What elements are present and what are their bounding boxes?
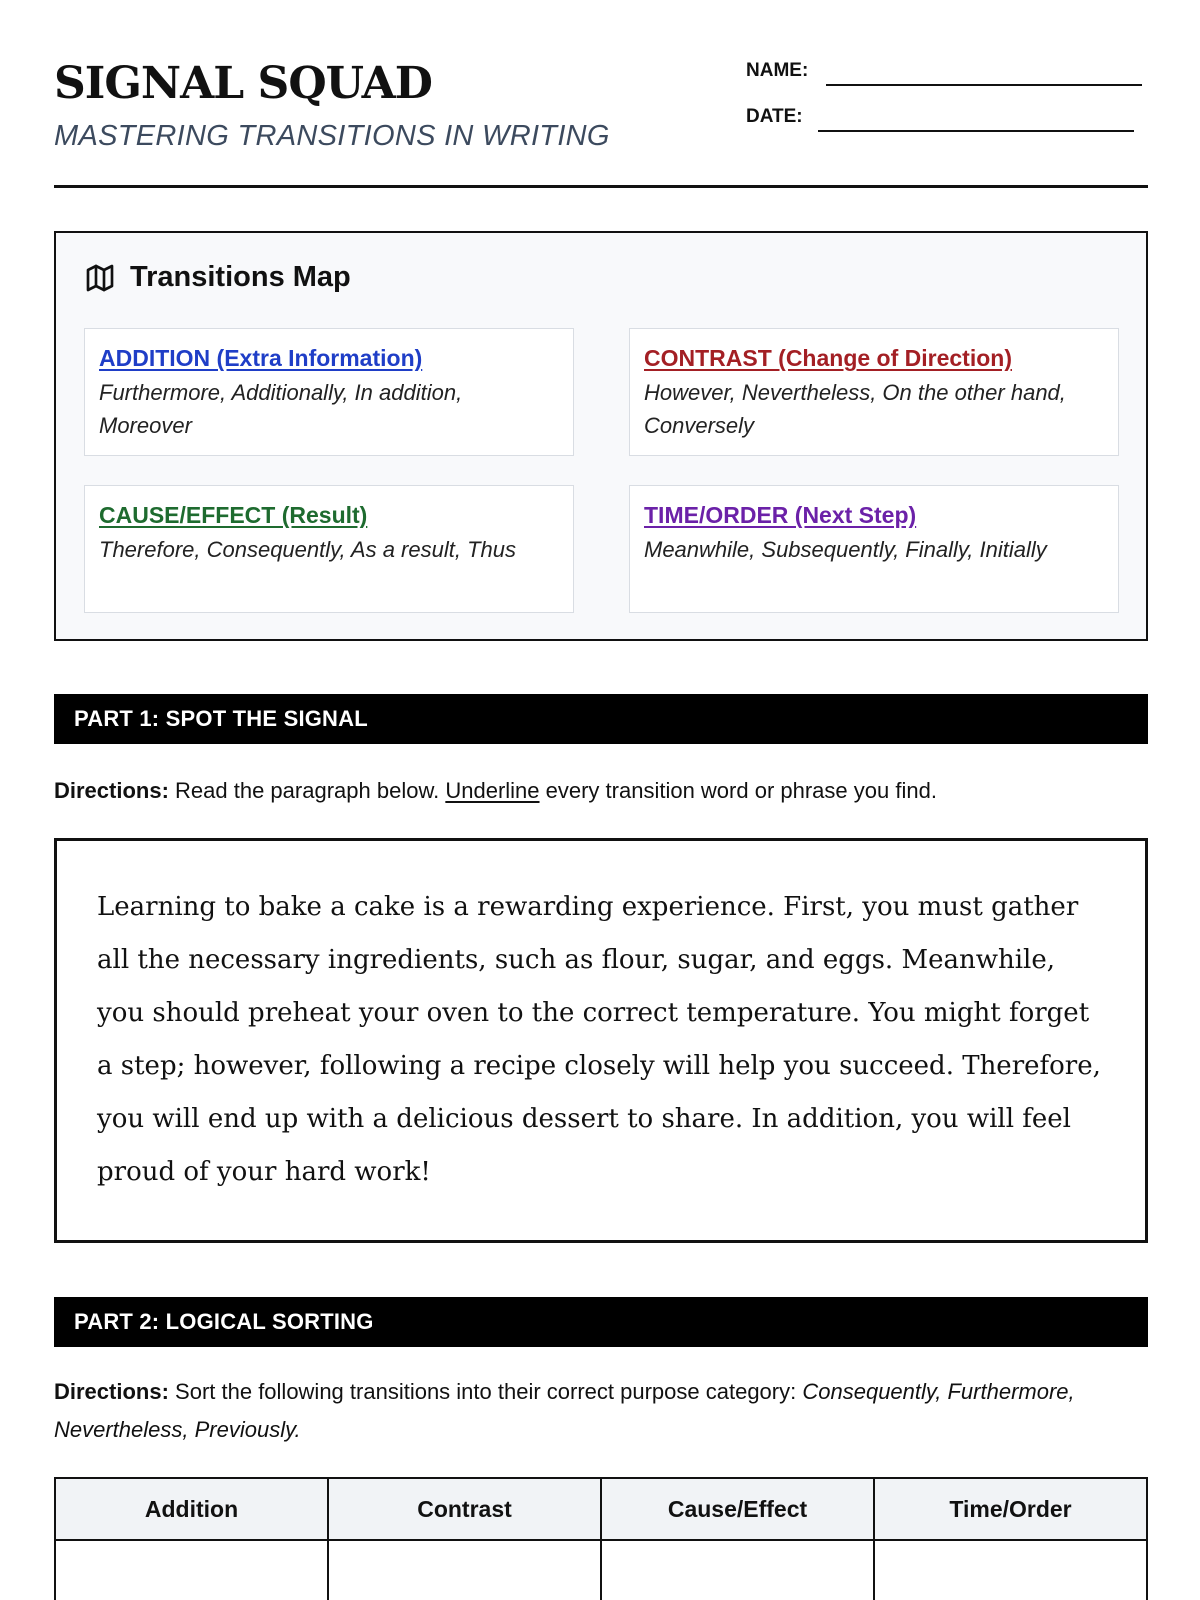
part2-heading: PART 2: LOGICAL SORTING <box>54 1297 1148 1347</box>
category-label: CONTRAST (Change of Direction) <box>644 345 1012 371</box>
worksheet-header <box>54 0 1148 190</box>
category-examples: Therefore, Consequently, As a result, Thus <box>99 537 516 562</box>
category-card-cause-effect <box>84 485 574 613</box>
category-examples: Furthermore, Additionally, In addition, Moreover <box>99 380 463 438</box>
header-divider <box>54 185 1148 188</box>
directions-label: Directions: <box>54 1379 169 1404</box>
category-card-time-order <box>629 485 1119 613</box>
sorting-table <box>54 1477 1148 1600</box>
transitions-map-heading: Transitions Map <box>130 261 351 293</box>
name-input-line[interactable] <box>826 84 1142 86</box>
page-title: SIGNAL SQUAD <box>54 58 432 109</box>
part1-directions <box>54 772 937 810</box>
column-header-cause-effect: Cause/Effect <box>601 1478 874 1540</box>
column-header-time-order: Time/Order <box>874 1478 1147 1540</box>
name-label: NAME: <box>746 60 809 81</box>
answer-cell-cause-effect[interactable] <box>601 1540 874 1600</box>
answer-cell-contrast[interactable] <box>328 1540 601 1600</box>
map-icon <box>84 262 116 294</box>
reading-passage[interactable]: Learning to bake a cake is a rewarding experience. First, you must gather all the necessary ingredients, such as flour, sugar, and eggs. Meanwhile, you should preheat your oven to the correct temperature. You might forget a step; however, following a recipe closely will help you succeed. Therefore, you will end up with a delicious dessert to share. In addition, you will feel proud of your hard work! <box>97 892 1101 1187</box>
category-label: ADDITION (Extra Information) <box>99 345 423 371</box>
page-subtitle: MASTERING TRANSITIONS IN WRITING <box>54 120 610 152</box>
category-label: TIME/ORDER (Next Step) <box>644 502 917 528</box>
directions-underline-word: Underline <box>445 778 540 803</box>
category-card-contrast <box>629 328 1119 456</box>
directions-label: Directions: <box>54 778 169 803</box>
category-label: CAUSE/EFFECT (Result) <box>99 502 368 528</box>
answer-cell-addition[interactable] <box>55 1540 328 1600</box>
date-label: DATE: <box>746 106 803 127</box>
directions-text: Sort the following transitions into their correct purpose category: <box>168 1379 803 1404</box>
directions-text: Read the paragraph below. <box>168 778 446 803</box>
category-examples: Meanwhile, Subsequently, Finally, Initially <box>644 537 1047 562</box>
date-field <box>746 106 803 128</box>
worksheet-page <box>54 0 1148 1522</box>
table-row <box>55 1540 1147 1600</box>
answer-cell-time-order[interactable] <box>874 1540 1147 1600</box>
directions-word-list: Consequently, Furthermore, Nevertheless, Previously. <box>54 1379 1075 1442</box>
column-header-contrast: Contrast <box>328 1478 601 1540</box>
column-header-addition: Addition <box>55 1478 328 1540</box>
reading-passage-box <box>54 838 1148 1243</box>
transitions-map-title <box>84 261 351 294</box>
part2-directions <box>54 1373 1148 1449</box>
transitions-map <box>54 231 1148 641</box>
category-card-addition <box>84 328 574 456</box>
table-header-row <box>55 1478 1147 1540</box>
part1-heading: PART 1: SPOT THE SIGNAL <box>54 694 1148 744</box>
category-examples: However, Nevertheless, On the other hand, Conversely <box>644 380 1066 438</box>
directions-text-end: every transition word or phrase you find. <box>539 778 937 803</box>
date-input-line[interactable] <box>818 130 1134 132</box>
name-field <box>746 60 808 82</box>
